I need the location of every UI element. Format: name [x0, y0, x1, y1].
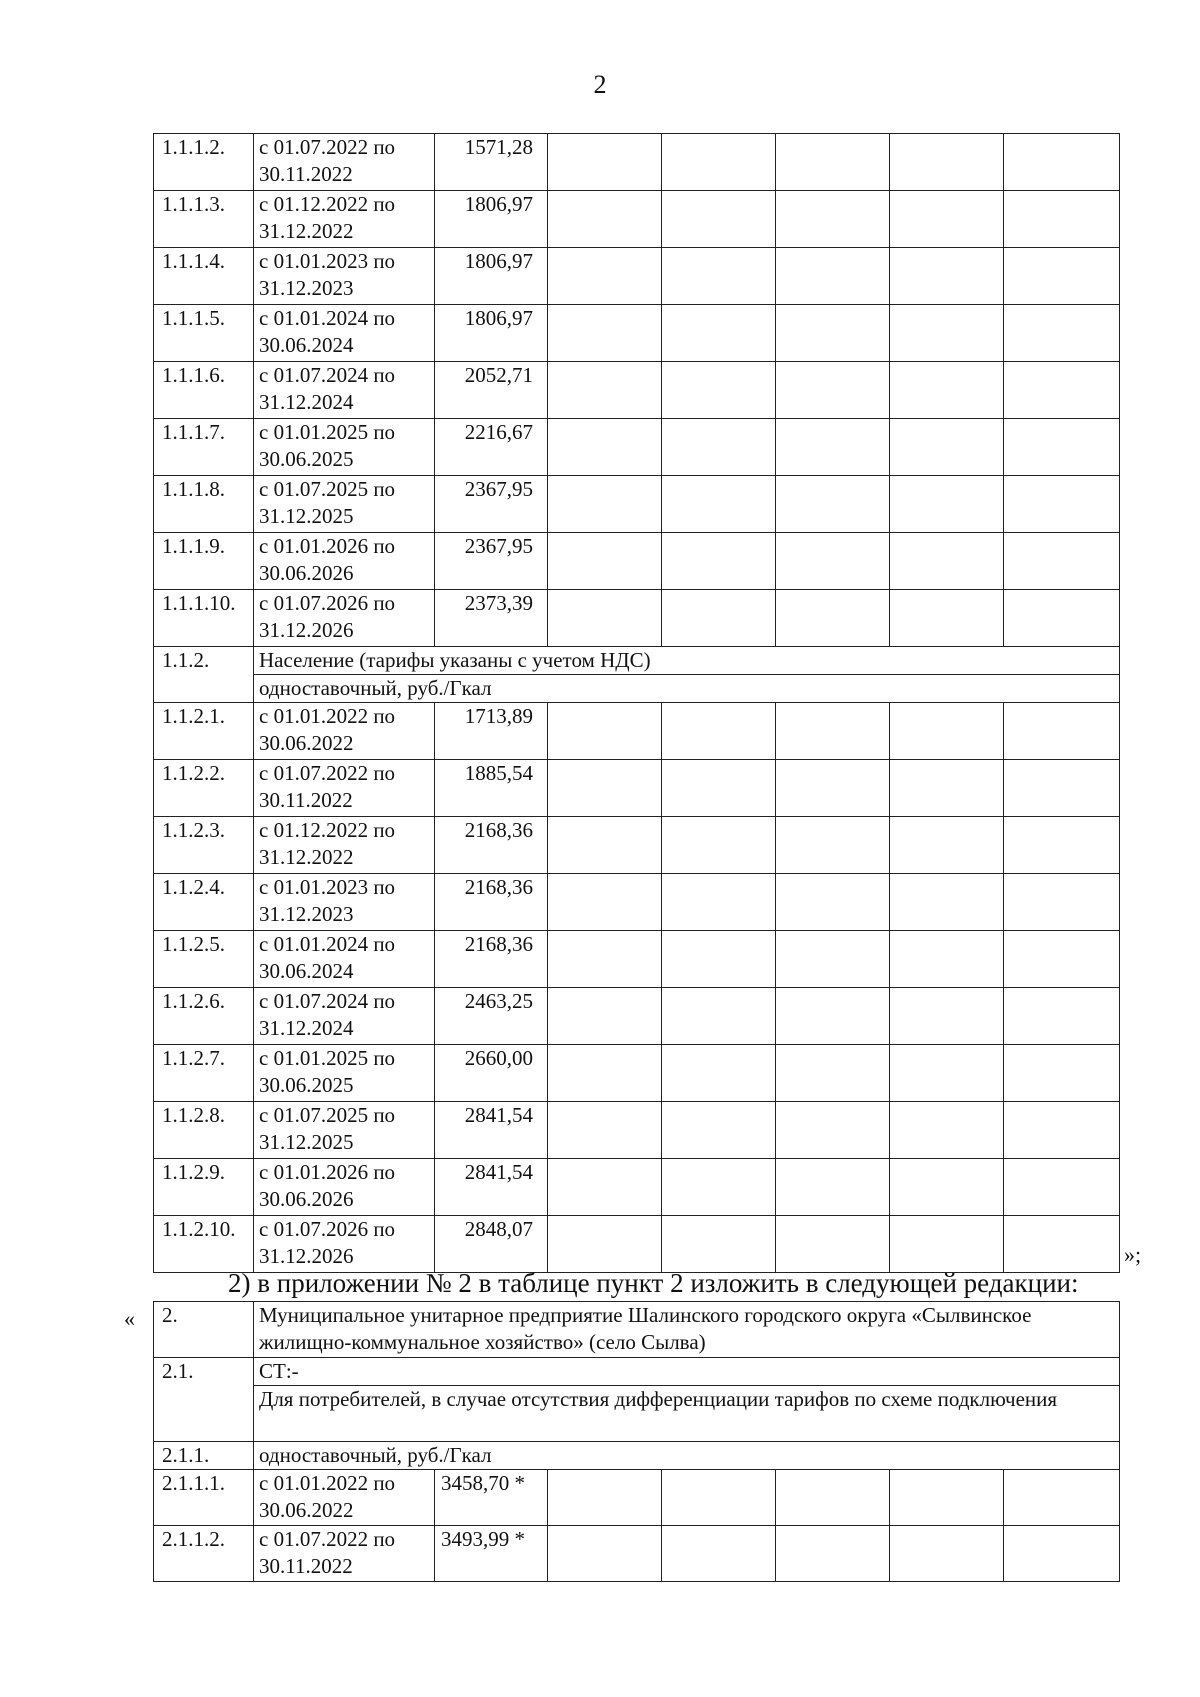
table-row: [154, 590, 1120, 647]
row-period: с 01.01.2023 по 31.12.2023: [254, 874, 435, 931]
row-number: 1.1.1.9.: [154, 533, 254, 590]
row-number: 1.1.1.8.: [154, 476, 254, 533]
empty-cell: [776, 874, 890, 931]
empty-cell: [890, 1045, 1004, 1102]
empty-cell: [548, 1216, 662, 1273]
empty-cell: [548, 988, 662, 1045]
empty-cell: [662, 1470, 776, 1526]
empty-cell: [776, 248, 890, 305]
row-period: с 01.07.2025 по 31.12.2025: [254, 476, 435, 533]
row-value: 2168,36: [435, 931, 548, 988]
empty-cell: [548, 533, 662, 590]
row-value: 2841,54: [435, 1159, 548, 1216]
row-value: 1885,54: [435, 760, 548, 817]
empty-cell: [776, 1045, 890, 1102]
empty-cell: [890, 1102, 1004, 1159]
row-number: 1.1.2.7.: [154, 1045, 254, 1102]
row-period: с 01.01.2026 по 30.06.2026: [254, 533, 435, 590]
table-row: [154, 476, 1120, 533]
empty-cell: [662, 362, 776, 419]
empty-cell: [662, 1102, 776, 1159]
row-value: 2463,25: [435, 988, 548, 1045]
table-row: [154, 1045, 1120, 1102]
empty-cell: [548, 874, 662, 931]
table-row: [154, 1470, 1120, 1526]
empty-cell: [890, 1470, 1004, 1526]
empty-cell: [662, 703, 776, 760]
empty-cell: [548, 760, 662, 817]
empty-cell: [548, 305, 662, 362]
row-number: 1.1.1.7.: [154, 419, 254, 476]
empty-cell: [662, 248, 776, 305]
row-number: 2.1.1.1.: [154, 1470, 254, 1526]
empty-cell: [890, 703, 1004, 760]
row-number: 1.1.1.10.: [154, 590, 254, 647]
enterprise-number: 2.: [154, 1302, 254, 1358]
empty-cell: [1004, 931, 1120, 988]
empty-cell: [776, 817, 890, 874]
empty-cell: [890, 590, 1004, 647]
row-period: с 01.07.2022 по 30.11.2022: [254, 134, 435, 191]
empty-cell: [1004, 134, 1120, 191]
empty-cell: [776, 1526, 890, 1582]
empty-cell: [662, 533, 776, 590]
section-number: 1.1.2.: [154, 647, 254, 703]
empty-cell: [662, 988, 776, 1045]
empty-cell: [548, 419, 662, 476]
empty-cell: [776, 931, 890, 988]
table-row: [154, 703, 1120, 760]
row-value: 2367,95: [435, 476, 548, 533]
empty-cell: [890, 305, 1004, 362]
row-period: с 01.01.2022 по 30.06.2022: [254, 1470, 435, 1526]
empty-cell: [776, 476, 890, 533]
empty-cell: [776, 760, 890, 817]
table-row: [154, 134, 1120, 191]
empty-cell: [1004, 760, 1120, 817]
empty-cell: [776, 191, 890, 248]
row-value: 1713,89: [435, 703, 548, 760]
empty-cell: [890, 1216, 1004, 1273]
empty-cell: [662, 1216, 776, 1273]
empty-cell: [776, 362, 890, 419]
empty-cell: [1004, 1216, 1120, 1273]
empty-cell: [1004, 533, 1120, 590]
table-row: [154, 248, 1120, 305]
closing-quote-mark: »;: [1124, 1242, 1142, 1267]
row-value: 2216,67: [435, 419, 548, 476]
table-row: [154, 988, 1120, 1045]
row-period: с 01.01.2023 по 31.12.2023: [254, 248, 435, 305]
tariff-table-population: [153, 133, 1120, 1273]
empty-cell: [890, 817, 1004, 874]
empty-cell: [1004, 248, 1120, 305]
empty-cell: [776, 305, 890, 362]
row-value: 2367,95: [435, 533, 548, 590]
table-row: [154, 760, 1120, 817]
empty-cell: [1004, 476, 1120, 533]
empty-cell: [662, 1045, 776, 1102]
empty-cell: [548, 1159, 662, 1216]
empty-cell: [890, 476, 1004, 533]
empty-cell: [662, 134, 776, 191]
empty-cell: [1004, 988, 1120, 1045]
empty-cell: [890, 533, 1004, 590]
empty-cell: [890, 191, 1004, 248]
row-value: 2168,36: [435, 874, 548, 931]
empty-cell: [890, 931, 1004, 988]
row-value: 2841,54: [435, 1102, 548, 1159]
row-number: 1.1.1.4.: [154, 248, 254, 305]
row-number: 1.1.1.3.: [154, 191, 254, 248]
empty-cell: [776, 590, 890, 647]
row-value: 1806,97: [435, 191, 548, 248]
empty-cell: [662, 760, 776, 817]
row-value: 2052,71: [435, 362, 548, 419]
empty-cell: [662, 874, 776, 931]
tariff-table-enterprise: [153, 1301, 1120, 1582]
row-period: с 01.07.2022 по 30.11.2022: [254, 760, 435, 817]
page-number: 2: [593, 70, 607, 99]
amendment-instruction: 2) в приложении № 2 в таблице пункт 2 изложить в следующей редакции:: [228, 1268, 1079, 1298]
empty-cell: [776, 419, 890, 476]
row-value: 2848,07: [435, 1216, 548, 1273]
row-period: с 01.07.2024 по 31.12.2024: [254, 362, 435, 419]
empty-cell: [662, 476, 776, 533]
empty-cell: [776, 1216, 890, 1273]
row-number: 1.1.2.3.: [154, 817, 254, 874]
opening-quote-mark: «: [124, 1306, 135, 1331]
row-number: 1.1.2.1.: [154, 703, 254, 760]
empty-cell: [1004, 874, 1120, 931]
empty-cell: [1004, 191, 1120, 248]
table-row: [154, 1216, 1120, 1273]
empty-cell: [1004, 1102, 1120, 1159]
table-row: [154, 874, 1120, 931]
table-row: [154, 305, 1120, 362]
row-value: 2373,39: [435, 590, 548, 647]
empty-cell: [776, 1102, 890, 1159]
row-period: с 01.07.2026 по 31.12.2026: [254, 590, 435, 647]
table-row: [154, 533, 1120, 590]
empty-cell: [1004, 590, 1120, 647]
row-number: 1.1.2.9.: [154, 1159, 254, 1216]
empty-cell: [548, 590, 662, 647]
subsection-note: Для потребителей, в случае отсутствия дифференциации тарифов по схеме подключения: [254, 1386, 1120, 1442]
row-period: с 01.12.2022 по 31.12.2022: [254, 817, 435, 874]
empty-cell: [890, 988, 1004, 1045]
table-row: [154, 817, 1120, 874]
row-period: с 01.01.2024 по 30.06.2024: [254, 305, 435, 362]
row-number: 1.1.2.4.: [154, 874, 254, 931]
empty-cell: [548, 1102, 662, 1159]
empty-cell: [890, 419, 1004, 476]
empty-cell: [662, 931, 776, 988]
row-value: 1571,28: [435, 134, 548, 191]
row-period: с 01.12.2022 по 31.12.2022: [254, 191, 435, 248]
section-title: Население (тарифы указаны с учетом НДС): [254, 647, 1120, 675]
empty-cell: [662, 1526, 776, 1582]
empty-cell: [1004, 817, 1120, 874]
empty-cell: [1004, 1045, 1120, 1102]
empty-cell: [548, 191, 662, 248]
empty-cell: [1004, 1526, 1120, 1582]
row-value: 1806,97: [435, 248, 548, 305]
empty-cell: [1004, 1470, 1120, 1526]
empty-cell: [548, 1526, 662, 1582]
row-number: 1.1.1.6.: [154, 362, 254, 419]
empty-cell: [890, 874, 1004, 931]
row-value: 2168,36: [435, 817, 548, 874]
empty-cell: [776, 1470, 890, 1526]
empty-cell: [662, 817, 776, 874]
empty-cell: [776, 533, 890, 590]
table-row: [154, 419, 1120, 476]
empty-cell: [548, 1470, 662, 1526]
empty-cell: [890, 362, 1004, 419]
subsection-title: СТ:-: [254, 1358, 1120, 1386]
row-number: 1.1.2.2.: [154, 760, 254, 817]
section-subtitle: одноставочный, руб./Гкал: [254, 675, 1120, 703]
row-number: 2.1.1.2.: [154, 1526, 254, 1582]
row-period: с 01.07.2022 по 30.11.2022: [254, 1526, 435, 1582]
empty-cell: [548, 476, 662, 533]
row-period: с 01.07.2025 по 31.12.2025: [254, 1102, 435, 1159]
empty-cell: [662, 419, 776, 476]
row-number: 1.1.2.6.: [154, 988, 254, 1045]
empty-cell: [662, 305, 776, 362]
empty-cell: [1004, 419, 1120, 476]
empty-cell: [890, 1526, 1004, 1582]
table-row: [154, 191, 1120, 248]
row-period: с 01.01.2022 по 30.06.2022: [254, 703, 435, 760]
table-row: [154, 1526, 1120, 1582]
empty-cell: [548, 248, 662, 305]
empty-cell: [548, 134, 662, 191]
row-value: 3493,99 *: [435, 1526, 548, 1582]
rate-title: одноставочный, руб./Гкал: [254, 1442, 1120, 1470]
row-value: 1806,97: [435, 305, 548, 362]
row-period: с 01.01.2026 по 30.06.2026: [254, 1159, 435, 1216]
empty-cell: [662, 590, 776, 647]
empty-cell: [890, 248, 1004, 305]
empty-cell: [1004, 1159, 1120, 1216]
empty-cell: [548, 1045, 662, 1102]
empty-cell: [890, 760, 1004, 817]
rate-number: 2.1.1.: [154, 1442, 254, 1470]
empty-cell: [548, 703, 662, 760]
empty-cell: [776, 703, 890, 760]
row-period: с 01.07.2024 по 31.12.2024: [254, 988, 435, 1045]
row-period: с 01.01.2025 по 30.06.2025: [254, 419, 435, 476]
row-value: 2660,00: [435, 1045, 548, 1102]
table-row: [154, 931, 1120, 988]
empty-cell: [1004, 362, 1120, 419]
table-row: [154, 1159, 1120, 1216]
table-row: [154, 1102, 1120, 1159]
row-period: с 01.01.2024 по 30.06.2024: [254, 931, 435, 988]
empty-cell: [776, 1159, 890, 1216]
empty-cell: [776, 988, 890, 1045]
row-period: с 01.01.2025 по 30.06.2025: [254, 1045, 435, 1102]
empty-cell: [548, 931, 662, 988]
row-number: 1.1.1.5.: [154, 305, 254, 362]
empty-cell: [548, 817, 662, 874]
row-number: 1.1.2.10.: [154, 1216, 254, 1273]
empty-cell: [662, 191, 776, 248]
empty-cell: [548, 362, 662, 419]
empty-cell: [776, 134, 890, 191]
enterprise-title: Муниципальное унитарное предприятие Шалинского городского округа «Сылвинское жилищно-коммунальное хозяйство» (село Сылва): [254, 1302, 1120, 1358]
row-number: 1.1.2.8.: [154, 1102, 254, 1159]
empty-cell: [890, 134, 1004, 191]
table-row: [154, 362, 1120, 419]
row-number: 1.1.1.2.: [154, 134, 254, 191]
row-value: 3458,70 *: [435, 1470, 548, 1526]
empty-cell: [662, 1159, 776, 1216]
empty-cell: [1004, 703, 1120, 760]
subsection-number: 2.1.: [154, 1358, 254, 1442]
row-number: 1.1.2.5.: [154, 931, 254, 988]
empty-cell: [1004, 305, 1120, 362]
row-period: с 01.07.2026 по 31.12.2026: [254, 1216, 435, 1273]
empty-cell: [890, 1159, 1004, 1216]
